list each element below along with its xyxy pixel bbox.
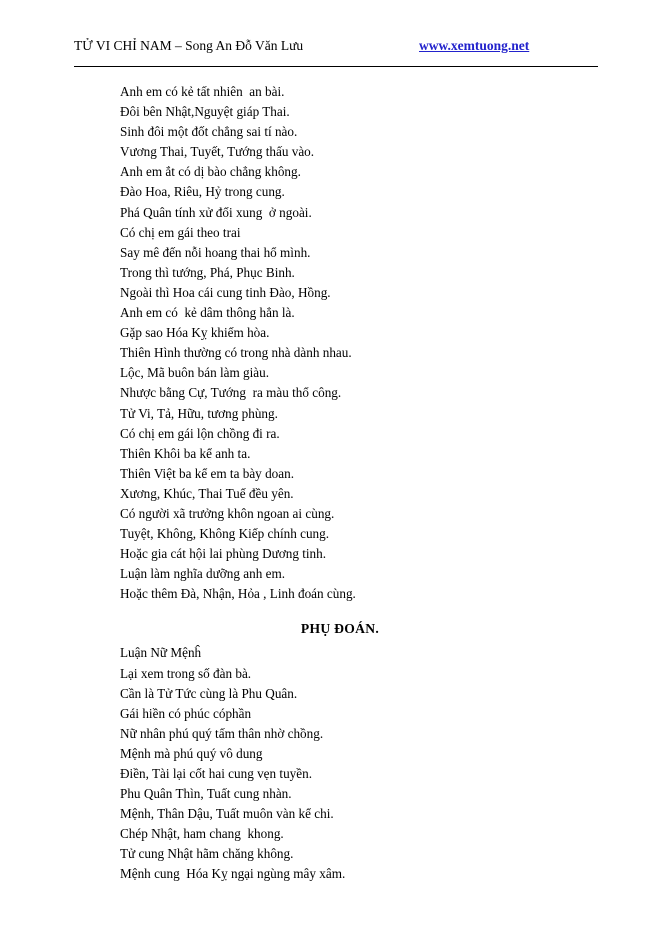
- verse-line: Anh em có kẻ dâm thông hẳn là.: [120, 305, 295, 321]
- verse-line: Tuyệt, Không, Không Kiếp chính cung.: [120, 526, 330, 542]
- verse-line: Có chị em gái theo trai: [120, 224, 241, 240]
- verse-line: Mệnh, Thân Dậu, Tuất muôn vàn kể chi.: [120, 806, 334, 822]
- verse-line: Thiên Khôi ba kể anh ta.: [120, 445, 251, 461]
- verse-line: Nhược bằng Cự, Tướng ra màu thổ công.: [120, 385, 342, 401]
- verse-line: Ngoài thì Hoa cái cung tinh Đào, Hồng.: [120, 284, 331, 300]
- verse-line: Hoặc thêm Đà, Nhận, Hỏa , Linh đoán cùng.: [120, 586, 356, 602]
- verse-line: Luận làm nghĩa dưỡng anh em.: [120, 566, 286, 582]
- verse-line: Mệnh cung Hóa Kỵ ngại ngùng mây xâm.: [120, 866, 346, 882]
- verse-line: Lộc, Mã buôn bán làm giàu.: [120, 365, 270, 381]
- verse-line: Tử cung Nhật hãm chăng không.: [120, 846, 294, 862]
- verse-line: Phá Quân tính xử đối xung ở ngoài.: [120, 204, 312, 220]
- verse-block-one: [120, 82, 590, 604]
- verse-line: Có người xã trưởng khôn ngoan ai cùng.: [120, 505, 335, 521]
- verse-line: Tử Vi, Tả, Hữu, tương phùng.: [120, 405, 278, 421]
- page-header: [74, 38, 598, 54]
- verse-line: Mệnh mà phú quý vô dung: [120, 745, 263, 761]
- verse-line: Luận Nữ Mệnĥ: [120, 645, 202, 661]
- verse-line: Sinh đôi một đốt chẳng sai tí nào.: [120, 124, 298, 140]
- verse-line: Nữ nhân phú quý tấm thân nhờ chồng.: [120, 725, 324, 741]
- section-heading: PHỤ ĐOÁN.: [300, 621, 380, 637]
- verse-line: Gái hiền có phúc cóphần: [120, 705, 252, 721]
- verse-line: Đôi bên Nhật,Nguyệt giáp Thai.: [120, 104, 290, 120]
- verse-line: Vương Thai, Tuyết, Tướng thấu vào.: [120, 144, 315, 160]
- verse-block-two: [120, 643, 590, 884]
- verse-line: Say mê đến nỗi hoang thai hổ mình.: [120, 244, 311, 260]
- verse-line: Cần là Tử Tức cùng là Phu Quân.: [120, 685, 298, 701]
- verse-line: Thiên Việt ba kể em ta bày doan.: [120, 465, 295, 481]
- document-body: [120, 82, 590, 885]
- header-title: TỬ VI CHỈ NAM – Song An Đỗ Văn Lưu: [74, 38, 304, 53]
- header-divider: [74, 66, 598, 67]
- verse-line: Chép Nhật, ham chang khong.: [120, 826, 284, 842]
- verse-line: Trong thì tướng, Phá, Phục Binh.: [120, 264, 295, 280]
- header-website-link[interactable]: www.xemtuong.net: [419, 38, 530, 53]
- verse-line: Điền, Tài lại cốt hai cung vẹn tuyền.: [120, 766, 313, 781]
- verse-line: Đào Hoa, Riêu, Hỷ trong cung.: [120, 184, 285, 200]
- verse-line: Hoặc gia cát hội lai phùng Dương tinh.: [120, 546, 327, 562]
- verse-line: Có chị em gái lộn chồng đi ra.: [120, 425, 280, 441]
- verse-line: Phu Quân Thìn, Tuất cung nhàn.: [120, 786, 292, 802]
- verse-line: Anh em có kẻ tất nhiên an bài.: [120, 84, 285, 99]
- verse-line: Anh em ắt có dị bào chẳng không.: [120, 164, 301, 180]
- verse-line: Lại xem trong số đàn bà.: [120, 665, 252, 681]
- verse-line: Thiên Hình thường có trong nhà dành nhau.: [120, 345, 352, 361]
- verse-line: Gặp sao Hóa Kỵ khiếm hòa.: [120, 325, 270, 341]
- verse-line: Xương, Khúc, Thai Tuế đều yên.: [120, 485, 294, 501]
